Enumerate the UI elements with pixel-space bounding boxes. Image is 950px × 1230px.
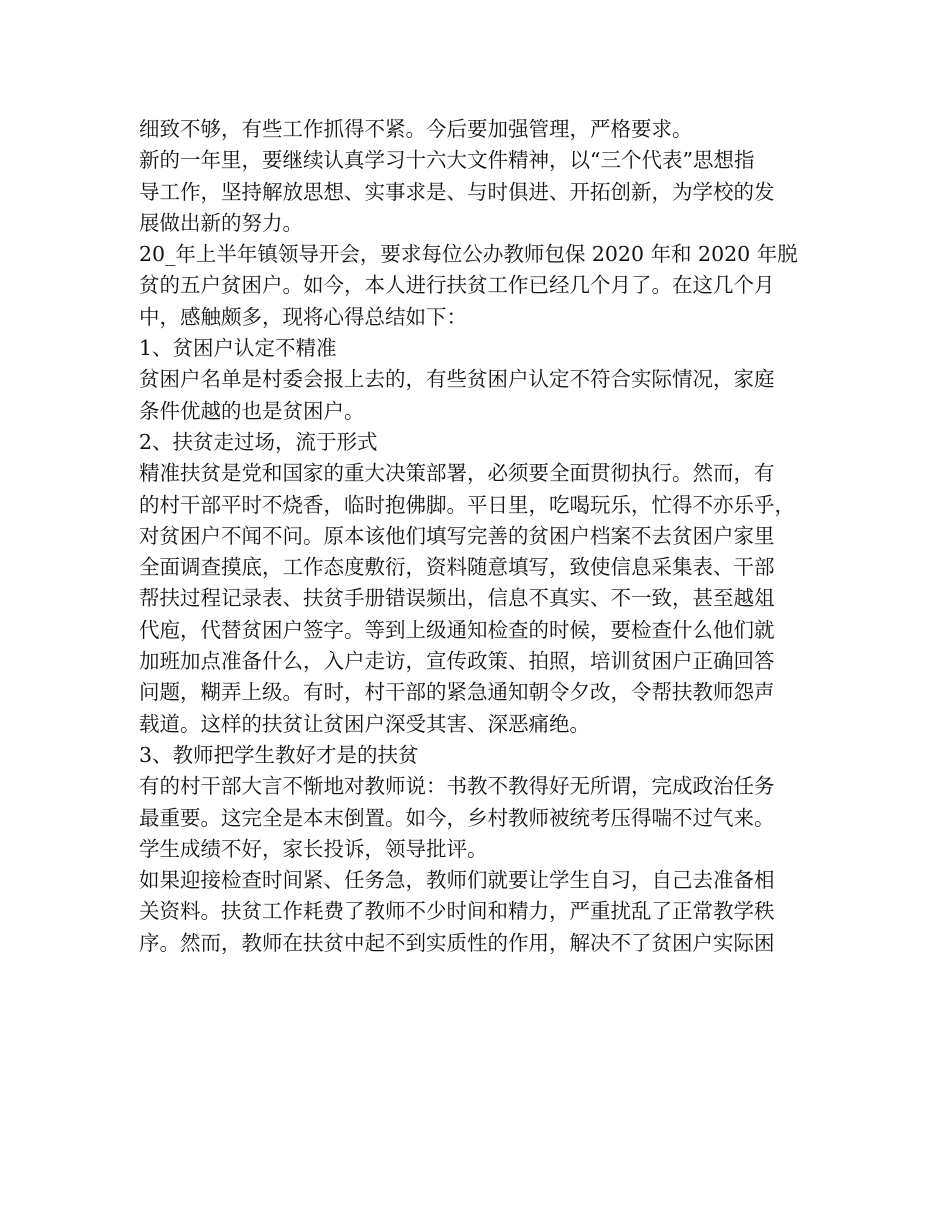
text-line: 学生成绩不好，家长投诉，领导批评。 xyxy=(139,836,488,861)
text-line: 新的一年里，要继续认真学习十六大文件精神，以“三个代表”思想指 xyxy=(139,148,755,173)
text-line: 的村干部平时不烧香，临时抱佛脚。平日里，吃喝玩乐，忙得不亦乐乎， xyxy=(139,492,795,517)
text-line: 代庖，代替贫困户签字。等到上级通知检查的时候，要检查什么他们就 xyxy=(139,617,775,642)
text-line: 如果迎接检查时间紧、任务急，教师们就要让学生自习，自己去准备相 xyxy=(139,868,775,893)
section-heading: 1、贫困户认定不精准 xyxy=(139,336,337,361)
text-line: 全面调查摸底，工作态度敷衍，资料随意填写，致使信息采集表、干部 xyxy=(139,555,775,580)
text-line: 贫的五户贫困户。如今，本人进行扶贫工作已经几个月了。在这几个月 xyxy=(139,273,775,298)
text-line: 展做出新的努力。 xyxy=(139,210,303,235)
text-line: 贫困户名单是村委会报上去的，有些贫困户认定不符合实际情况，家庭 xyxy=(139,367,775,392)
text-line: 帮扶过程记录表、扶贫手册错误频出，信息不真实、不一致，甚至越俎 xyxy=(139,586,775,611)
text-line: 最重要。这完全是本末倒置。如今，乡村教师被统考压得喘不过气来。 xyxy=(139,805,775,830)
text-line: 有的村干部大言不惭地对教师说：书教不教得好无所谓，完成政治任务 xyxy=(139,774,775,799)
text-line: 序。然而，教师在扶贫中起不到实质性的作用，解决不了贫困户实际困 xyxy=(139,930,775,955)
text-line: 细致不够，有些工作抓得不紧。今后要加强管理，严格要求。 xyxy=(139,117,693,141)
text-line: 精准扶贫是党和国家的重大决策部署，必须要全面贯彻执行。然而，有 xyxy=(139,461,775,486)
text-line: 对贫困户不闻不问。原本该他们填写完善的贫困户档案不去贫困户家里 xyxy=(139,523,775,548)
text-line: 20_年上半年镇领导开会，要求每位公办教师包保 2020 年和 2020 年脱 xyxy=(139,242,798,267)
text-line: 加班加点准备什么，入户走访，宣传政策、拍照，培训贫困户正确回答 xyxy=(139,649,775,674)
text-line: 载道。这样的扶贫让贫困户深受其害、深恶痛绝。 xyxy=(139,711,590,736)
section-heading: 3、教师把学生教好才是的扶贫 xyxy=(139,742,419,767)
text-line: 导工作，坚持解放思想、实事求是、与时俱进、开拓创新，为学校的发 xyxy=(139,179,775,204)
text-line: 条件优越的也是贫困户。 xyxy=(139,398,365,423)
section-heading: 2、扶贫走过场，流于形式 xyxy=(139,429,378,454)
text-line: 中，感触颇多，现将心得总结如下： xyxy=(139,304,467,329)
text-line: 问题，糊弄上级。有时，村干部的紧急通知朝令夕改，令帮扶教师怨声 xyxy=(139,680,775,705)
body-text xyxy=(139,114,829,959)
text-line: 关资料。扶贫工作耗费了教师不少时间和精力，严重扰乱了正常教学秩 xyxy=(139,899,775,924)
